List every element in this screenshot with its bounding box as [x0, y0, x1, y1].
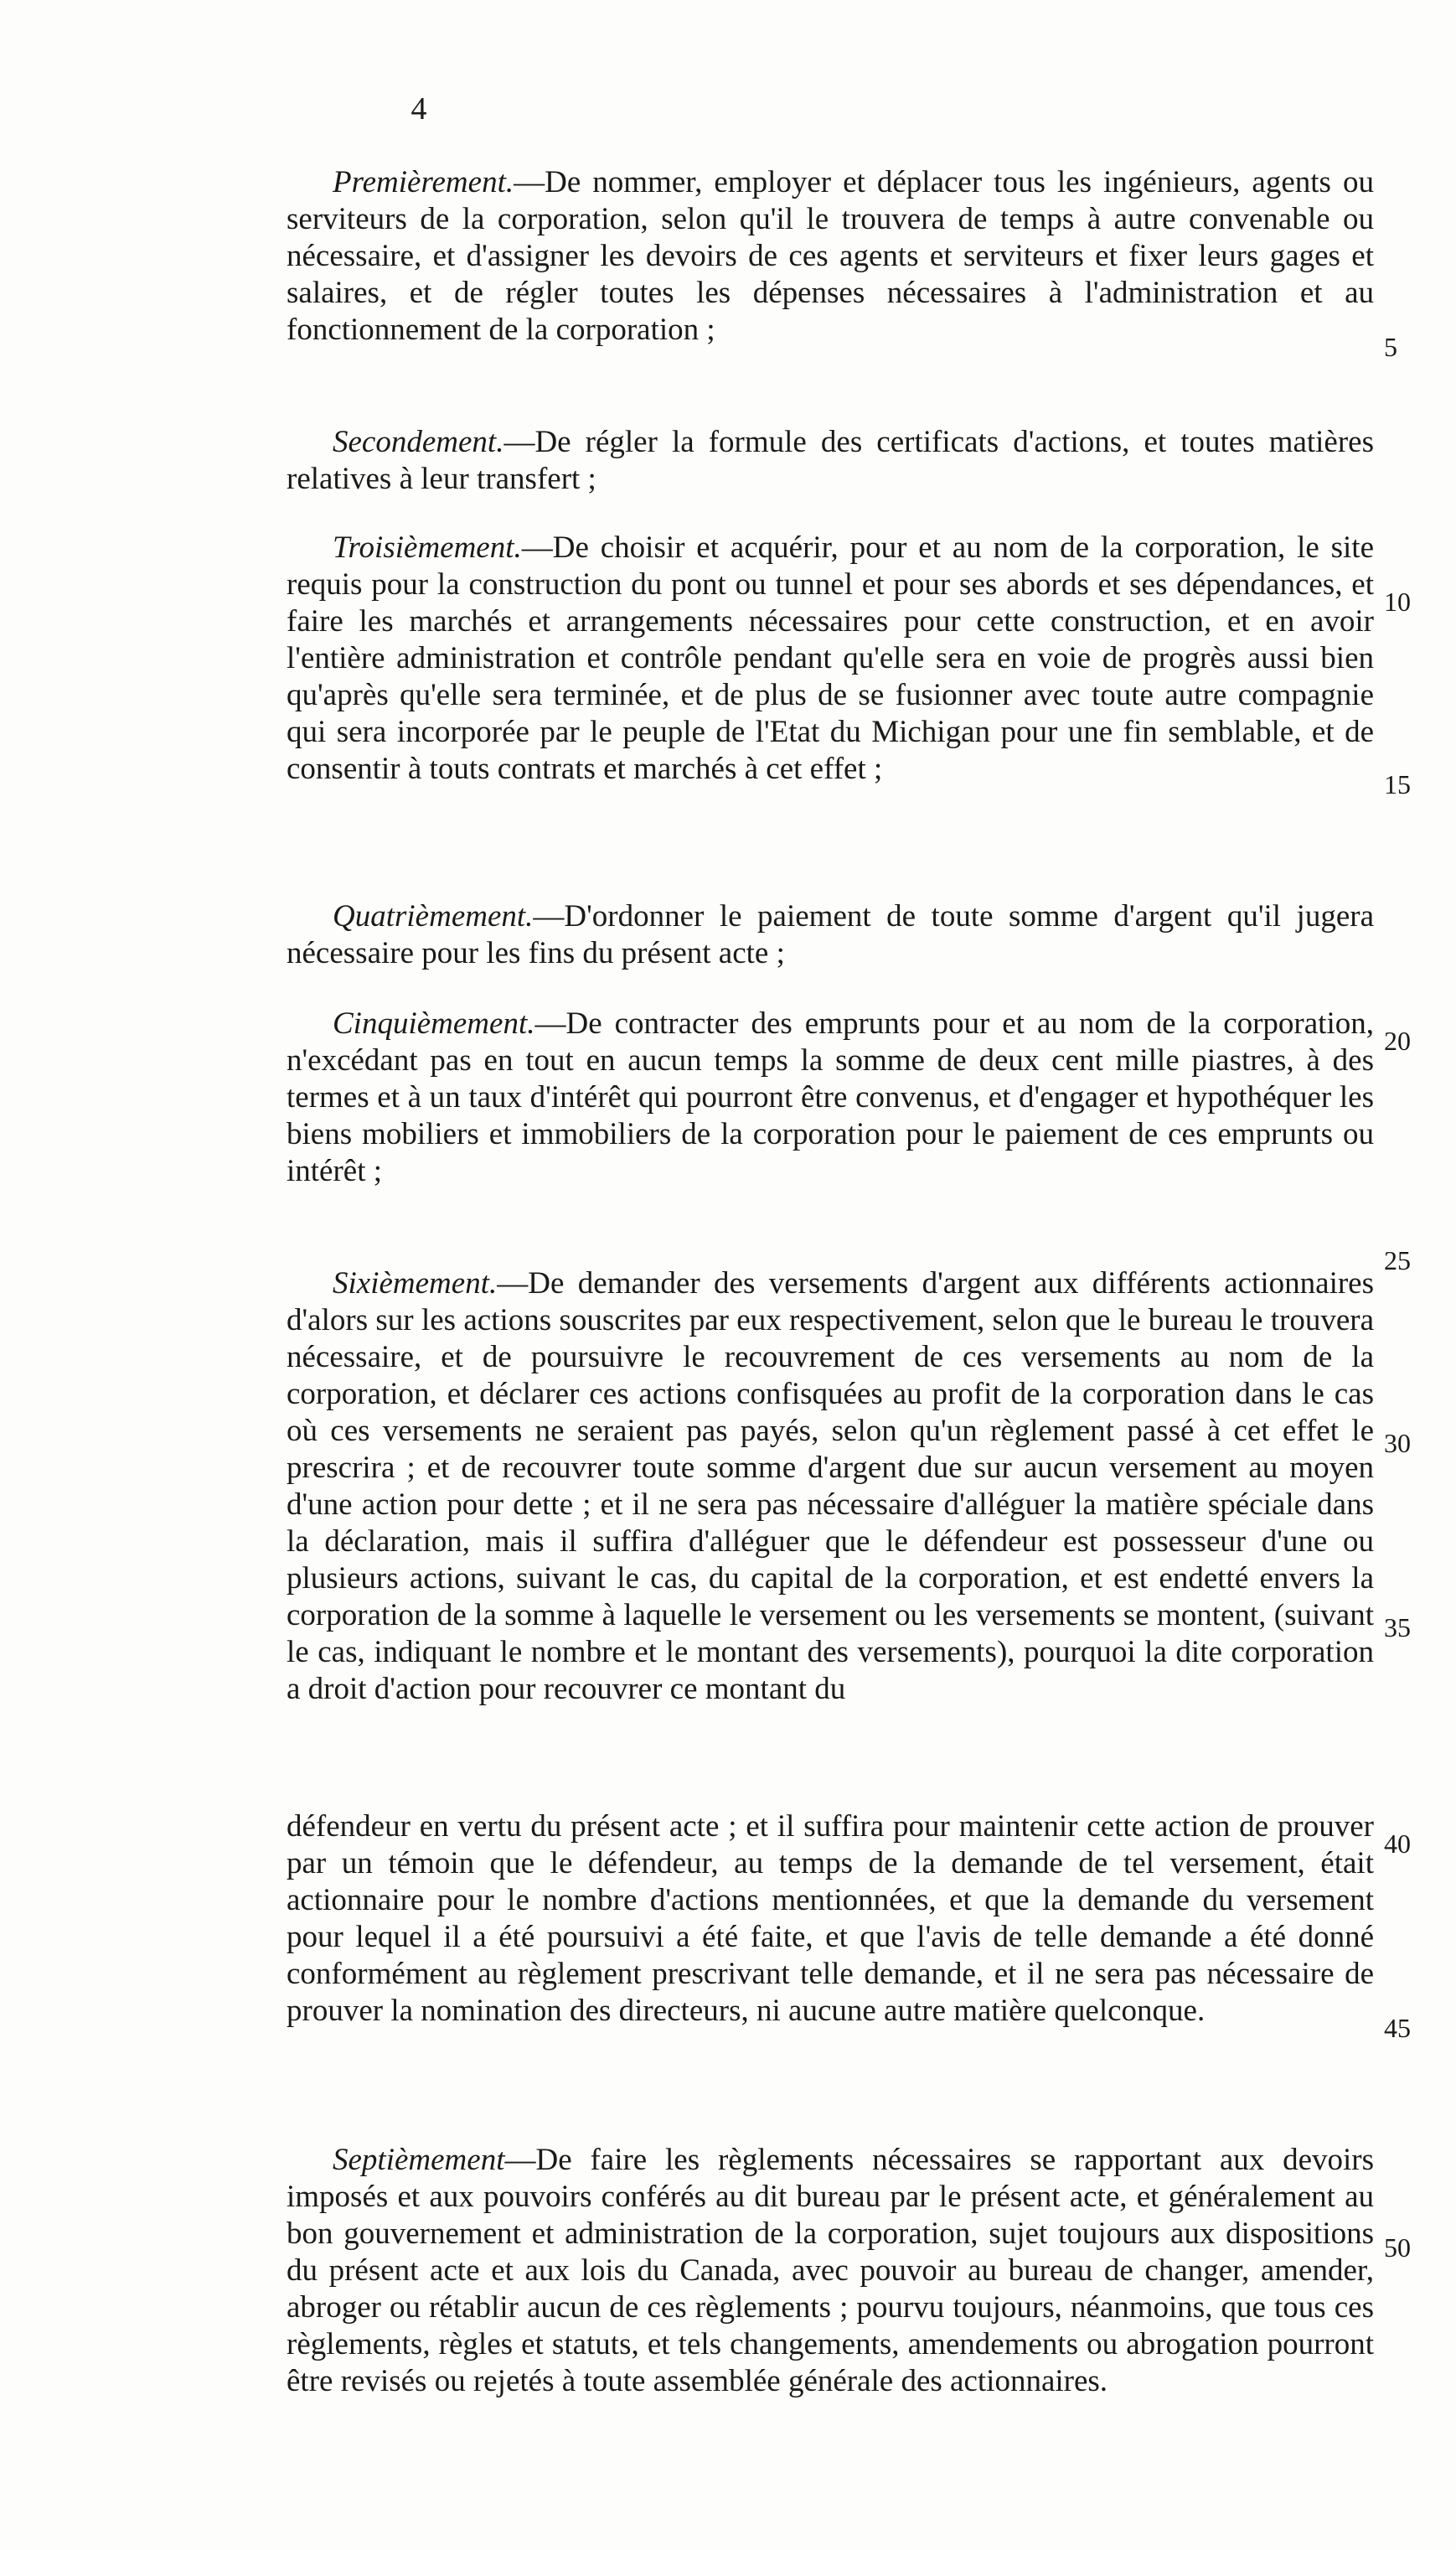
line-number: 40 [1384, 1828, 1411, 1859]
paragraph-text: —De faire les règlements nécessaires se rapportant aux devoirs imposés et aux pouvoirs conférés au dit bureau par le présent acte, et généralement au bon gouvernement et administration de la corporation, sujet toujours aux dispositions du présent acte et aux lois du Canada, avec pouvoir au bureau de changer, amender, abroger ou rétablir aucun de ces règlements ; pourvu toujours, néanmoins, que tous ces règlements, règles et statuts, et tels changements, amendements ou abrogation pourront être revisés ou rejetés à toute assemblée générale des actionnaires. [287, 2143, 1374, 2398]
page-number: 4 [410, 91, 427, 127]
paragraph-troisiemement [287, 530, 1374, 788]
paragraph-text: —De contracter des emprunts pour et au nom de la corporation, n'excédant pas en tout en aucun temps la somme de deux cent mille piastres, à des termes et à un taux d'intérêt qui pourront être convenus, et d'engager et hypothéquer les biens mobiliers et immobiliers de la corporation pour le paiement de ces emprunts ou intérêt ; [287, 1006, 1374, 1188]
paragraph-text: défendeur en vertu du présent acte ; et il suffira pour maintenir cette action de prouver par un témoin que le défendeur, au temps de la demande de tel versement, était actionnaire pour le nombre d'actions mentionnées, et que la demande du versement pour lequel il a été poursuivi a été faite, et que l'avis de telle demande a été donné conformément au règlement prescrivant telle demande, et il ne sera pas nécessaire de prouver la nomination des directeurs, ni aucune autre matière quelconque. [287, 1809, 1374, 2028]
paragraph-text: —De choisir et acquérir, pour et au nom de la corporation, le site requis pour la construction du pont ou tunnel et pour ses abords et ses dépendances, et faire les marchés et arrangements nécessaires pour cette construction, et en avoir l'entière administration et contrôle pendant qu'elle sera en voie de progrès aussi bien qu'après qu'elle sera terminée, et de plus de se fusionner avec toute autre compagnie qui sera incorporée par le peuple de l'Etat du Michigan pour une fin semblable, et de consentir à touts contrats et marchés à cet effet ; [287, 530, 1374, 786]
paragraph-sixiemement [287, 1265, 1374, 1708]
line-number: 25 [1384, 1245, 1411, 1275]
paragraph-lead: Premièrement. [333, 165, 514, 199]
paragraph-lead: Sixièmement. [333, 1266, 498, 1301]
paragraph-quatriemement [287, 898, 1374, 972]
line-number: 50 [1384, 2232, 1411, 2263]
paragraph-premierement [287, 164, 1374, 349]
paragraph-lead: Troisièmement. [333, 530, 522, 565]
line-number: 20 [1384, 1026, 1411, 1056]
paragraph-text: —De nommer, employer et déplacer tous les ingénieurs, agents ou serviteurs de la corporation, selon qu'il le trouvera de temps à autre convenable ou nécessaire, et d'assigner les devoirs de ces agents et serviteurs et fixer leurs gages et salaires, et de régler toutes les dépenses nécessaires à l'administration et au fonctionnement de la corporation ; [287, 165, 1374, 347]
paragraph-cinquiemement [287, 1006, 1374, 1190]
paragraph-lead: Quatrièmement. [333, 899, 534, 934]
line-number: 45 [1384, 2013, 1411, 2043]
line-number: 10 [1384, 587, 1411, 617]
paragraph-lead: Secondement. [333, 425, 504, 459]
paragraph-sixiemement-continued [287, 1808, 1374, 2030]
paragraph-lead: Cinquièmement. [333, 1006, 535, 1041]
paragraph-text: —De régler la formule des certificats d'actions, et toutes matières relatives à leur transfert ; [287, 425, 1374, 496]
paragraph-text: —D'ordonner le paiement de toute somme d'argent qu'il jugera nécessaire pour les fins du présent acte ; [287, 899, 1374, 970]
line-number: 5 [1384, 332, 1397, 362]
line-number: 30 [1384, 1428, 1411, 1458]
line-number: 15 [1384, 769, 1411, 799]
paragraph-text: —De demander des versements d'argent aux différents actionnaires d'alors sur les actions souscrites par eux respectivement, selon que le bureau le trouvera nécessaire, et de poursuivre le recouvrement de ces versements au nom de la corporation, et déclarer ces actions confisquées au profit de la corporation dans le cas où ces versements ne seraient pas payés, selon qu'un règlement passé à cet effet le prescrira ; et de recouvrer toute somme d'argent due sur aucun versement au moyen d'une action pour dette ; et il ne sera pas nécessaire d'alléguer la matière spéciale dans la déclaration, mais il suffira d'alléguer que le défendeur est possesseur d'une ou plusieurs actions, suivant le cas, du capital de la corporation, et est endetté envers la corporation de la somme à laquelle le versement ou les versements se montent, (suivant le cas, indiquant le nombre et le montant des versements), pourquoi la dite corporation a droit d'action pour recouvrer ce montant du [287, 1266, 1374, 1706]
paragraph-lead: Septièmement [333, 2143, 505, 2177]
paragraph-secondement [287, 424, 1374, 498]
paragraph-septiemement [287, 2142, 1374, 2400]
line-number: 35 [1384, 1612, 1411, 1642]
